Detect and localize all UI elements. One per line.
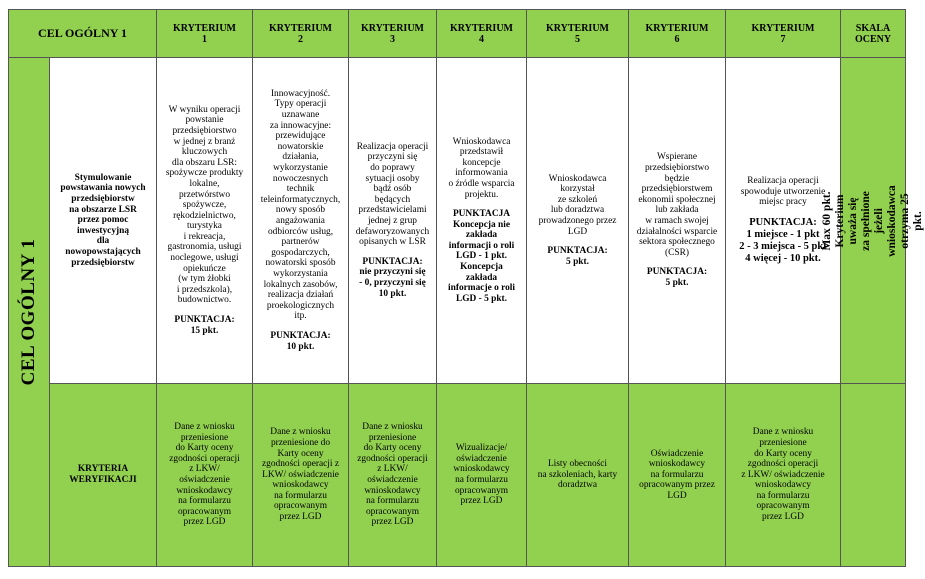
header-skala-oceny: SKALA OCENY (841, 10, 906, 58)
criterion-points: PUNKTACJA: 5 pkt. (646, 267, 708, 288)
verification-cell-4: Wizualizacje/ oświadczenie wnioskodawcy na formularzu opracowanym przez LGD (437, 384, 527, 567)
criterion-description: Realizacja operacji spowoduje utworzenie miejsc pracy (740, 176, 826, 208)
criterion-points: PUNKTACJA: 15 pkt. (174, 315, 235, 336)
verification-cell-6: Oświadczenie wnioskodawcy na formularzu opracowanym przez LGD (629, 384, 726, 567)
header-kryterium-label: KRYTERIUM (269, 22, 332, 34)
criterion-description: Wnioskodawca korzystał ze szkoleń lub doradztwa prowadzonego przez LGD (538, 173, 617, 237)
verification-empty-cell (841, 384, 906, 567)
header-kryterium-7 (726, 10, 841, 58)
verification-label: KRYTERIA WERYFIKACJI (50, 384, 157, 567)
right-vertical-cell (821, 58, 924, 384)
objective-cell: Stymulowanie powstawania nowych przedsiębiorstw na obszarze LSR przez pomoc inwestycyjną dla nowopowstających przedsiębiorstw (50, 58, 157, 384)
header-kryterium-4 (437, 10, 527, 58)
criterion-description: Wnioskodawca przedstawił koncepcje informowania o źródle wsparcia projektu. (448, 136, 515, 200)
header-kryterium-number: 1 (202, 33, 207, 45)
criterion-description: Realizacja operacji przyczyni się do poprawy sytuacji osoby bądź osób będących przedstawicielami jednej z grup defaworyzowanych opisanych w LSR (355, 141, 430, 248)
criterion-description: W wyniku operacji powstanie przedsiębiorstwo w jednej z branż kluczowych dla obszaru LSR: spożywcze produkty lokalne, przetwórstwo spożywcze, rękodzielnictwo, turystyka i rekreacja, gastronomia, usługi noclegowe, usługi opiekuńcze (w tym żłobki i przedszkola), budownictwo. (165, 104, 244, 306)
criterion-points: PUNKTACJA: 5 pkt. (547, 246, 608, 267)
header-kryterium-1 (157, 10, 253, 58)
criterion-cell-5 (527, 58, 629, 384)
header-kryterium-label: KRYTERIUM (751, 22, 815, 34)
criterion-points: PUNKTACJA: 10 pkt. (270, 330, 331, 352)
header-kryterium-label: KRYTERIUM (450, 22, 513, 34)
header-kryterium-number: 5 (575, 33, 580, 45)
header-kryterium-number: 4 (479, 33, 484, 45)
header-kryterium-number: 6 (674, 33, 680, 45)
criteria-row (9, 58, 906, 384)
verification-cell-1: Dane z wniosku przeniesione do Karty oceny zgodności operacji z LKW/ oświadczenie wnioskodawcy na formularzu opracowanym przez LGD (157, 384, 253, 567)
header-kryterium-label: KRYTERIUM (173, 22, 236, 34)
criterion-points: PUNKTACJA: nie przyczyni się - 0, przyczyni się 10 pkt. (359, 256, 426, 299)
header-cel-ogolny: CEL OGÓLNY 1 (9, 10, 157, 58)
verification-cell-7: Dane z wniosku przeniesione do Karty oceny zgodności operacji z LKW/ oświadczenie wnioskodawcy na formularzu opracowanym przez LGD (726, 384, 841, 567)
header-kryterium-number: 2 (298, 33, 303, 45)
header-kryterium-6 (629, 10, 726, 58)
criterion-cell-3 (349, 58, 437, 384)
evaluation-criteria-table (8, 9, 924, 567)
left-vertical-cell (9, 58, 50, 567)
header-kryterium-label: KRYTERIUM (645, 22, 709, 34)
scale-description: Max 60 pkt. Kryterium uważa się za spełnione jeżeli wnioskodawca otrzyma 25 pkt. (821, 184, 924, 257)
criterion-points: PUNKTACJA: 1 miejsce - 1 pkt 2 - 3 miejsca - 5 pkt 4 więcej - 10 pkt. (739, 216, 827, 264)
criterion-description: Wspierane przedsiębiorstwo będzie przedsiębiorstwem ekonomii społecznej lub zakłada w ramach swojej działalności wsparcie sektora społecznego (CSR) (636, 152, 718, 258)
verification-cell-3: Dane z wniosku przeniesione do Karty oceny zgodności operacji z LKW/ oświadczenie wnioskodawcy na formularzu opracowanym przez LGD (349, 384, 437, 567)
criterion-cell-1 (157, 58, 253, 384)
evaluation-criteria-table-wrapper (8, 9, 924, 567)
header-kryterium-2 (253, 10, 349, 58)
header-kryterium-label: KRYTERIUM (546, 22, 609, 34)
criterion-points: PUNKTACJA Koncepcja nie zakłada informacji o roli LGD - 1 pkt. Koncepcja zakłada informacje o roli LGD - 5 pkt. (448, 209, 515, 304)
criterion-cell-6 (629, 58, 726, 384)
header-kryterium-number: 7 (780, 33, 786, 45)
criterion-cell-2 (253, 58, 349, 384)
criterion-description: Innowacyjność. Typy operacji uznawane za innowacyjne: przewidujące nowatorskie działania, wykorzystanie nowoczesnych technik teleinformatycznych, nowy sposób angażowania odbiorców usług, partnerów gospodarczych, nowatorski sposób wykorzystania lokalnych zasobów, realizacja działań proekologicznych itp. (260, 88, 341, 322)
header-kryterium-number: 3 (390, 33, 395, 45)
header-kryterium-label: KRYTERIUM (361, 22, 424, 34)
header-kryterium-5 (527, 10, 629, 58)
verification-cell-5: Listy obecności na szkoleniach, karty doradztwa (527, 384, 629, 567)
verification-row (9, 384, 906, 567)
left-vertical-title: CEL OGÓLNY 1 (18, 238, 39, 386)
criterion-cell-4 (437, 58, 527, 384)
header-kryterium-3 (349, 10, 437, 58)
header-row (9, 10, 906, 58)
verification-cell-2: Dane z wniosku przeniesione do Karty oceny zgodności operacji z LKW/ oświadczenie wnioskodawcy na formularzu opracowanym przez LGD (253, 384, 349, 567)
